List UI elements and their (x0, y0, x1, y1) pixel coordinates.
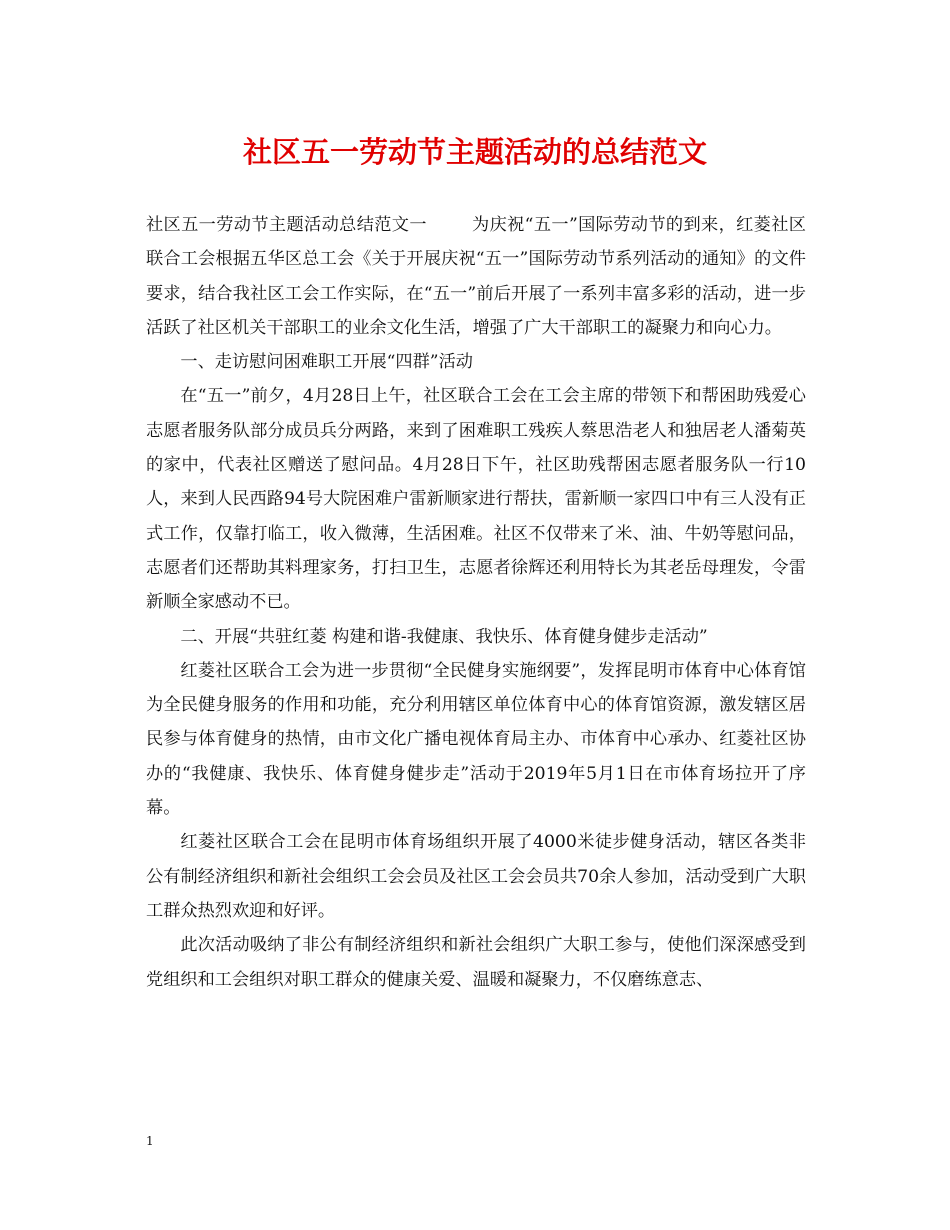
section1-heading: 一、走访慰问困难职工开展“四群”活动 (180, 352, 473, 373)
document-title: 社区五一劳动节主题活动的总结范文 (242, 135, 707, 169)
section2-paragraph-2: 红菱社区联合工会在昆明市体育场组织开展了4000米徒步健身活动，辖区各类非公有制经济组织和新社会组织工会会员及社区工会会员共70余人参加，活动受到广大职工群众热烈欢迎和好评。 (146, 832, 806, 921)
section1-paragraph: 在“五一”前夕，4月28日上午，社区联合工会在工会主席的带领下和帮困助残爱心志愿者服务队部分成员兵分两路，来到了困难职工残疾人蔡思浩老人和独居老人潘菊英的家中，代表社区赠送了慰问品。4月28日下午，社区助残帮困志愿者服务队一行10人，来到人民西路94号大院困难户雷新顺家进行帮扶，雷新顺一家四口中有三人没有正式工作，仅靠打临工，收入微薄，生活困难。社区不仅带来了米、油、牛奶等慰问品，志愿者们还帮助其料理家务，打扫卫生，志愿者徐辉还利用特长为其老岳母理发，令雷新顺全家感动不已。 (146, 386, 806, 613)
section2-paragraph-3: 此次活动吸纳了非公有制经济组织和新社会组织广大职工参与，使他们深深感受到党组织和工会组织对职工群众的健康关爱、温暖和凝聚力，不仅磨练意志、 (146, 935, 806, 990)
intro-text: 为庆祝“五一”国际劳动节的到来，红菱社区联合工会根据五华区总工会《关于开展庆祝“五一”国际劳动节系列活动的通知》的文件要求，结合我社区工会工作实际，在“五一”前后开展了一系列丰富多彩的活动，进一步活跃了社区机关干部职工的业余文化生活，增强了广大干部职工的凝聚力和向心力。 (146, 215, 806, 338)
intro-paragraph (146, 208, 806, 345)
document-body (146, 208, 806, 997)
intro-label: 社区五一劳动节主题活动总结范文一 (146, 215, 427, 235)
section2-paragraph-1: 红菱社区联合工会为进一步贯彻“全民健身实施纲要”，发挥昆明市体育中心体育馆为全民健身服务的作用和功能，充分利用辖区单位体育中心的体育馆资源，激发辖区居民参与体育健身的热情，由市文化广播电视体育局主办、市体育中心承办、红菱社区协办的“我健康、我快乐、体育健身健步走”活动于2019年5月1日在市体育场拉开了序幕。 (146, 660, 806, 819)
section2-heading: 二、开展“共驻红菱 构建和谐-我健康、我快乐、体育健身健步走活动” (180, 626, 708, 647)
page-number: 1 (146, 1134, 154, 1148)
